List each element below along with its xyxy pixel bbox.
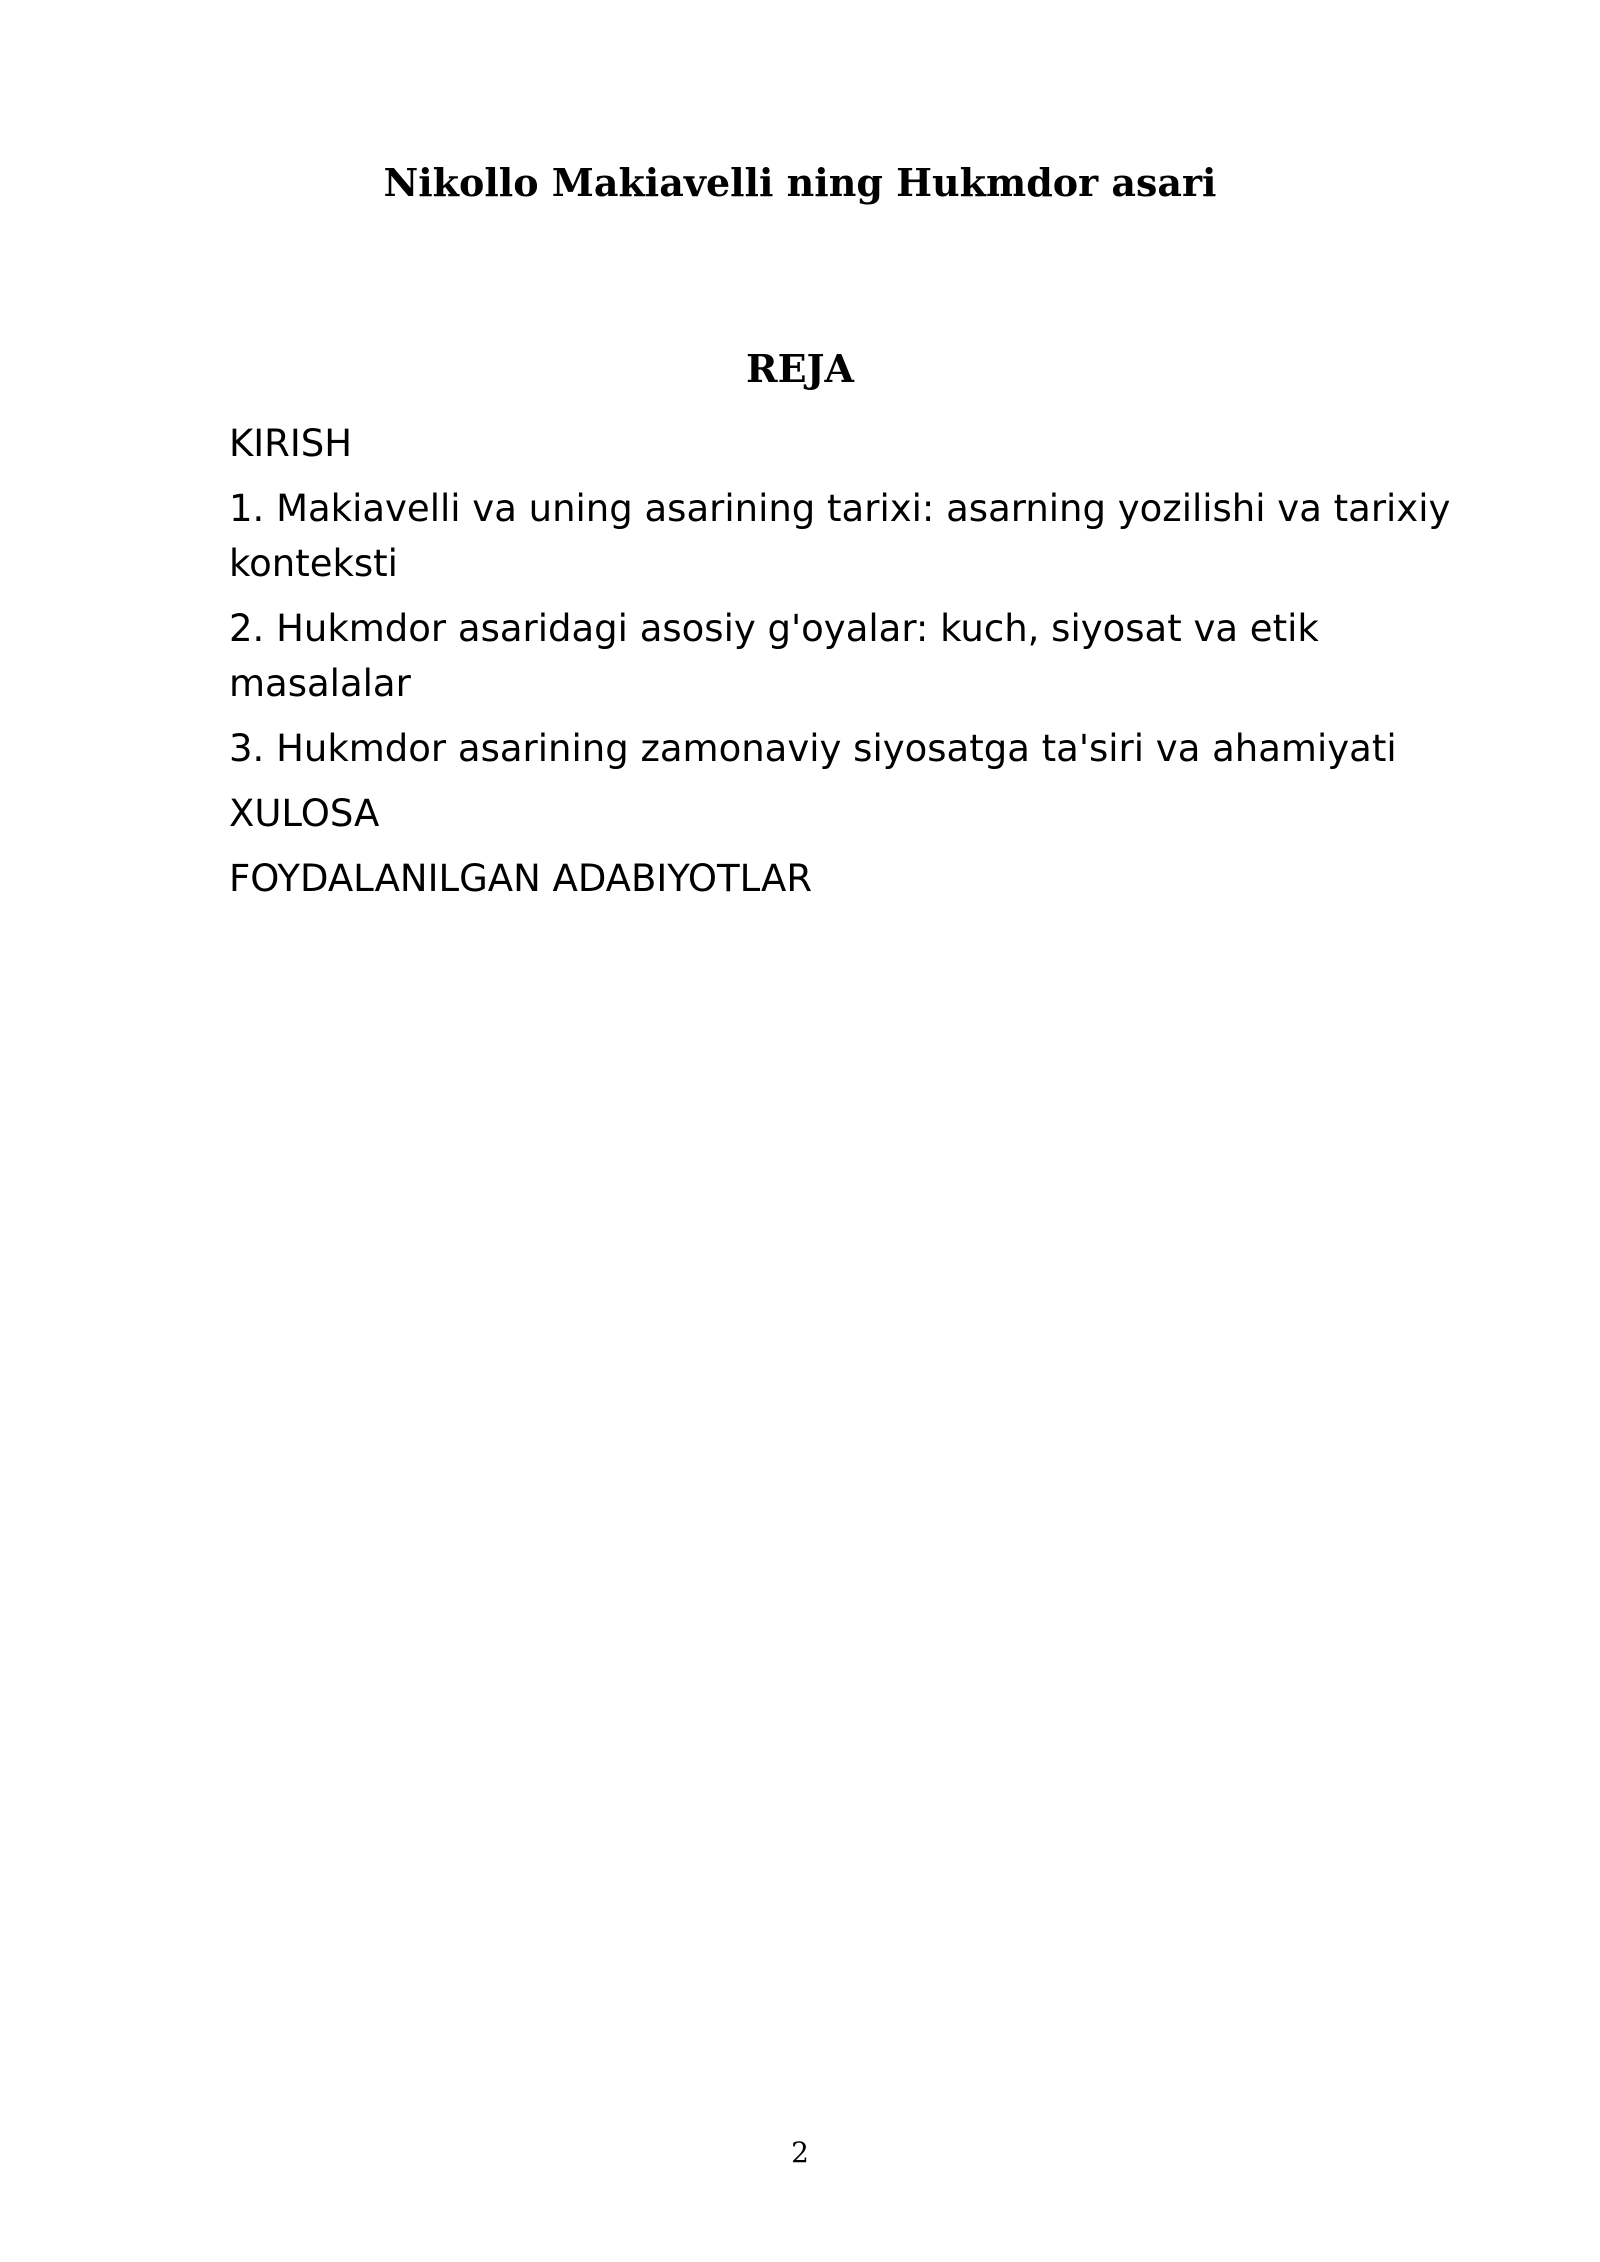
toc-item-2: 2. Hukmdor asaridagi asosiy g'oyalar: kuch, siyosat va etik masalalar bbox=[229, 607, 1319, 705]
table-of-contents bbox=[229, 416, 1469, 916]
toc-item-1: 1. Makiavelli va uning asarining tarixi: asarning yozilishi va tarixiy konteksti bbox=[229, 487, 1451, 585]
toc-item-conclusion: XULOSA bbox=[229, 792, 380, 835]
toc-item-3: 3. Hukmdor asarining zamonaviy siyosatga ta'siri va ahamiyati bbox=[229, 727, 1397, 770]
plan-heading: REJA bbox=[745, 346, 854, 391]
toc-item-references: FOYDALANILGAN ADABIYOTLAR bbox=[229, 857, 813, 900]
page-number: 2 bbox=[791, 2136, 809, 2169]
toc-item-introduction: KIRISH bbox=[229, 422, 353, 465]
document-title: Nikollo Makiavelli ning Hukmdor asari bbox=[383, 160, 1217, 205]
